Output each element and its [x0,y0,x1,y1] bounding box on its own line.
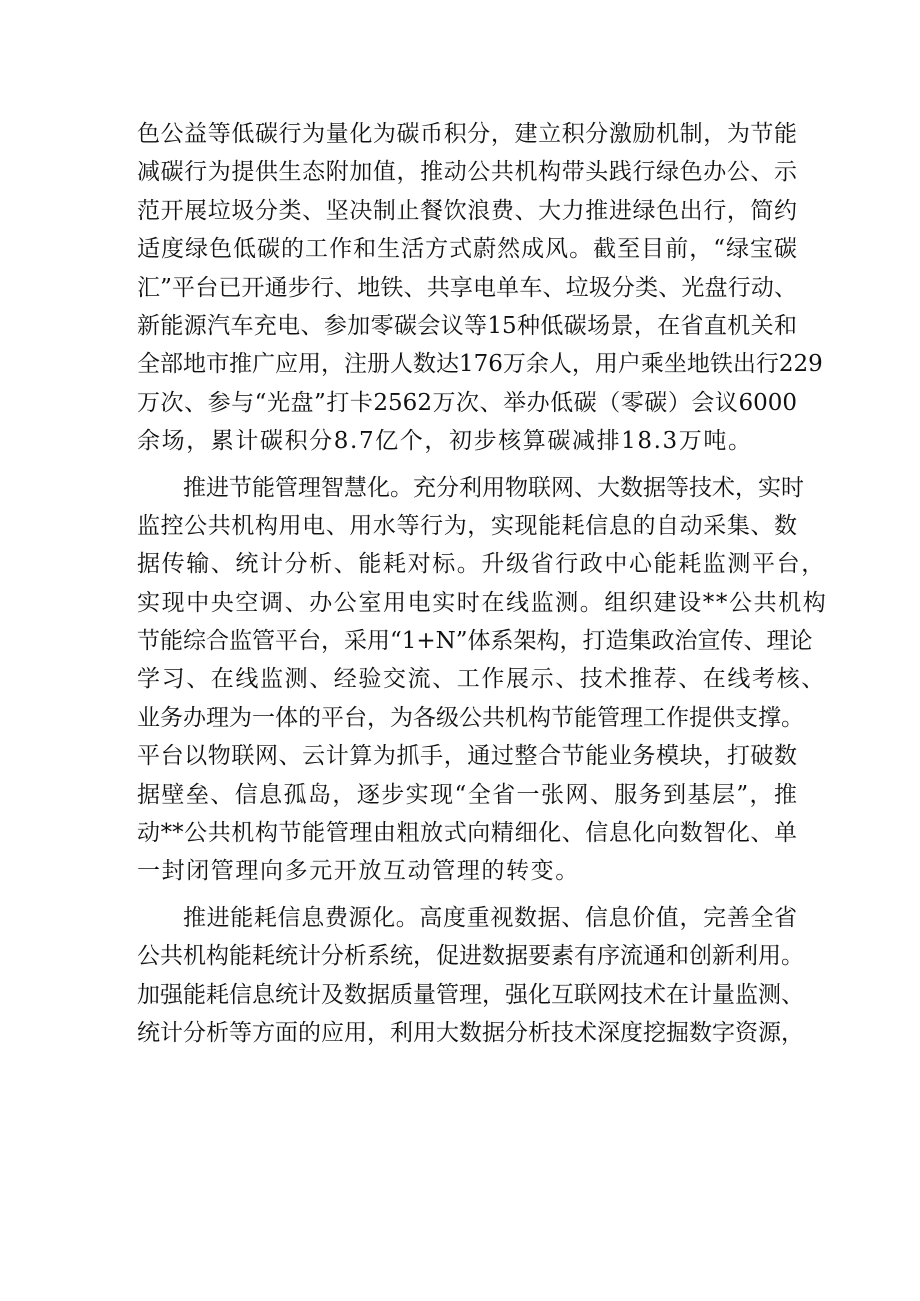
document-body [137,115,828,1052]
text-line: 汇”平台已开通步行、地铁、共享电单车、垃圾分类、光盘行动、 [137,274,797,301]
text-line: 全部地市推广应用，注册人数达176万余人，用户乘坐地铁出行229 [137,351,823,378]
text-line: 实现中央空调、办公室用电实时在线监测。组织建设**公共机构 [137,589,828,616]
text-line: 节能综合监管平台，采用“1+N”体系架构，打造集政治宣传、理论 [137,628,813,655]
text-line: 适度绿色低碳的工作和生活方式蔚然成风。截至目前，“绿宝碳 [137,236,797,263]
text-line: 监控公共机构用电、用水等行为，实现能耗信息的自动采集、数 [137,512,797,539]
text-line: 余场，累计碳积分8.7亿个，初步核算碳减排18.3万吨。 [137,428,753,455]
paragraph [137,899,804,1053]
text-line: 平台以物联网、云计算为抓手，通过整合节能业务模块，打破数 [137,743,797,770]
text-line: 统计分析等方面的应用，利用大数据分析技术深度挖掘数字资源， [137,1019,804,1046]
text-line: 一封闭管理向多元开放互动管理的转变。 [137,858,580,885]
text-line: 推进节能管理智慧化。充分利用物联网、大数据等技术，实时 [183,474,804,501]
paragraph [137,469,828,891]
text-line: 学习、在线监测、经验交流、工作展示、技术推荐、在线考核、 [137,666,826,693]
text-line: 动**公共机构节能管理由粗放式向精细化、信息化向数智化、单 [137,820,797,847]
text-line: 万次、参与“光盘”打卡2562万次、举办低碳（零碳）会议6000 [137,389,797,416]
text-line: 减碳行为提供生态附加值，推动公共机构带头践行绿色办公、示 [137,159,797,186]
text-line: 公共机构能耗统计分析系统，促进数据要素有序流通和创新利用。 [137,943,804,970]
text-line: 推进能耗信息费源化。高度重视数据、信息价值，完善全省 [183,904,797,931]
paragraph [137,115,823,461]
text-line: 据传输、统计分析、能耗对标。升级省行政中心能耗监测平台， [137,551,826,578]
text-line: 业务办理为一体的平台，为各级公共机构节能管理工作提供支撑。 [137,704,804,731]
text-line: 据壁垒、信息孤岛，逐步实现“全省一张网、服务到基层”，推 [137,781,797,808]
text-line: 新能源汽车充电、参加零碳会议等15种低碳场景，在省直机关和 [137,312,797,339]
text-line: 加强能耗信息统计及数据质量管理，强化互联网技术在计量监测、 [137,981,804,1008]
text-line: 色公益等低碳行为量化为碳币积分，建立积分激励机制，为节能 [137,121,797,147]
text-line: 范开展垃圾分类、坚决制止餐饮浪费、大力推进绿色出行，简约 [137,197,797,224]
